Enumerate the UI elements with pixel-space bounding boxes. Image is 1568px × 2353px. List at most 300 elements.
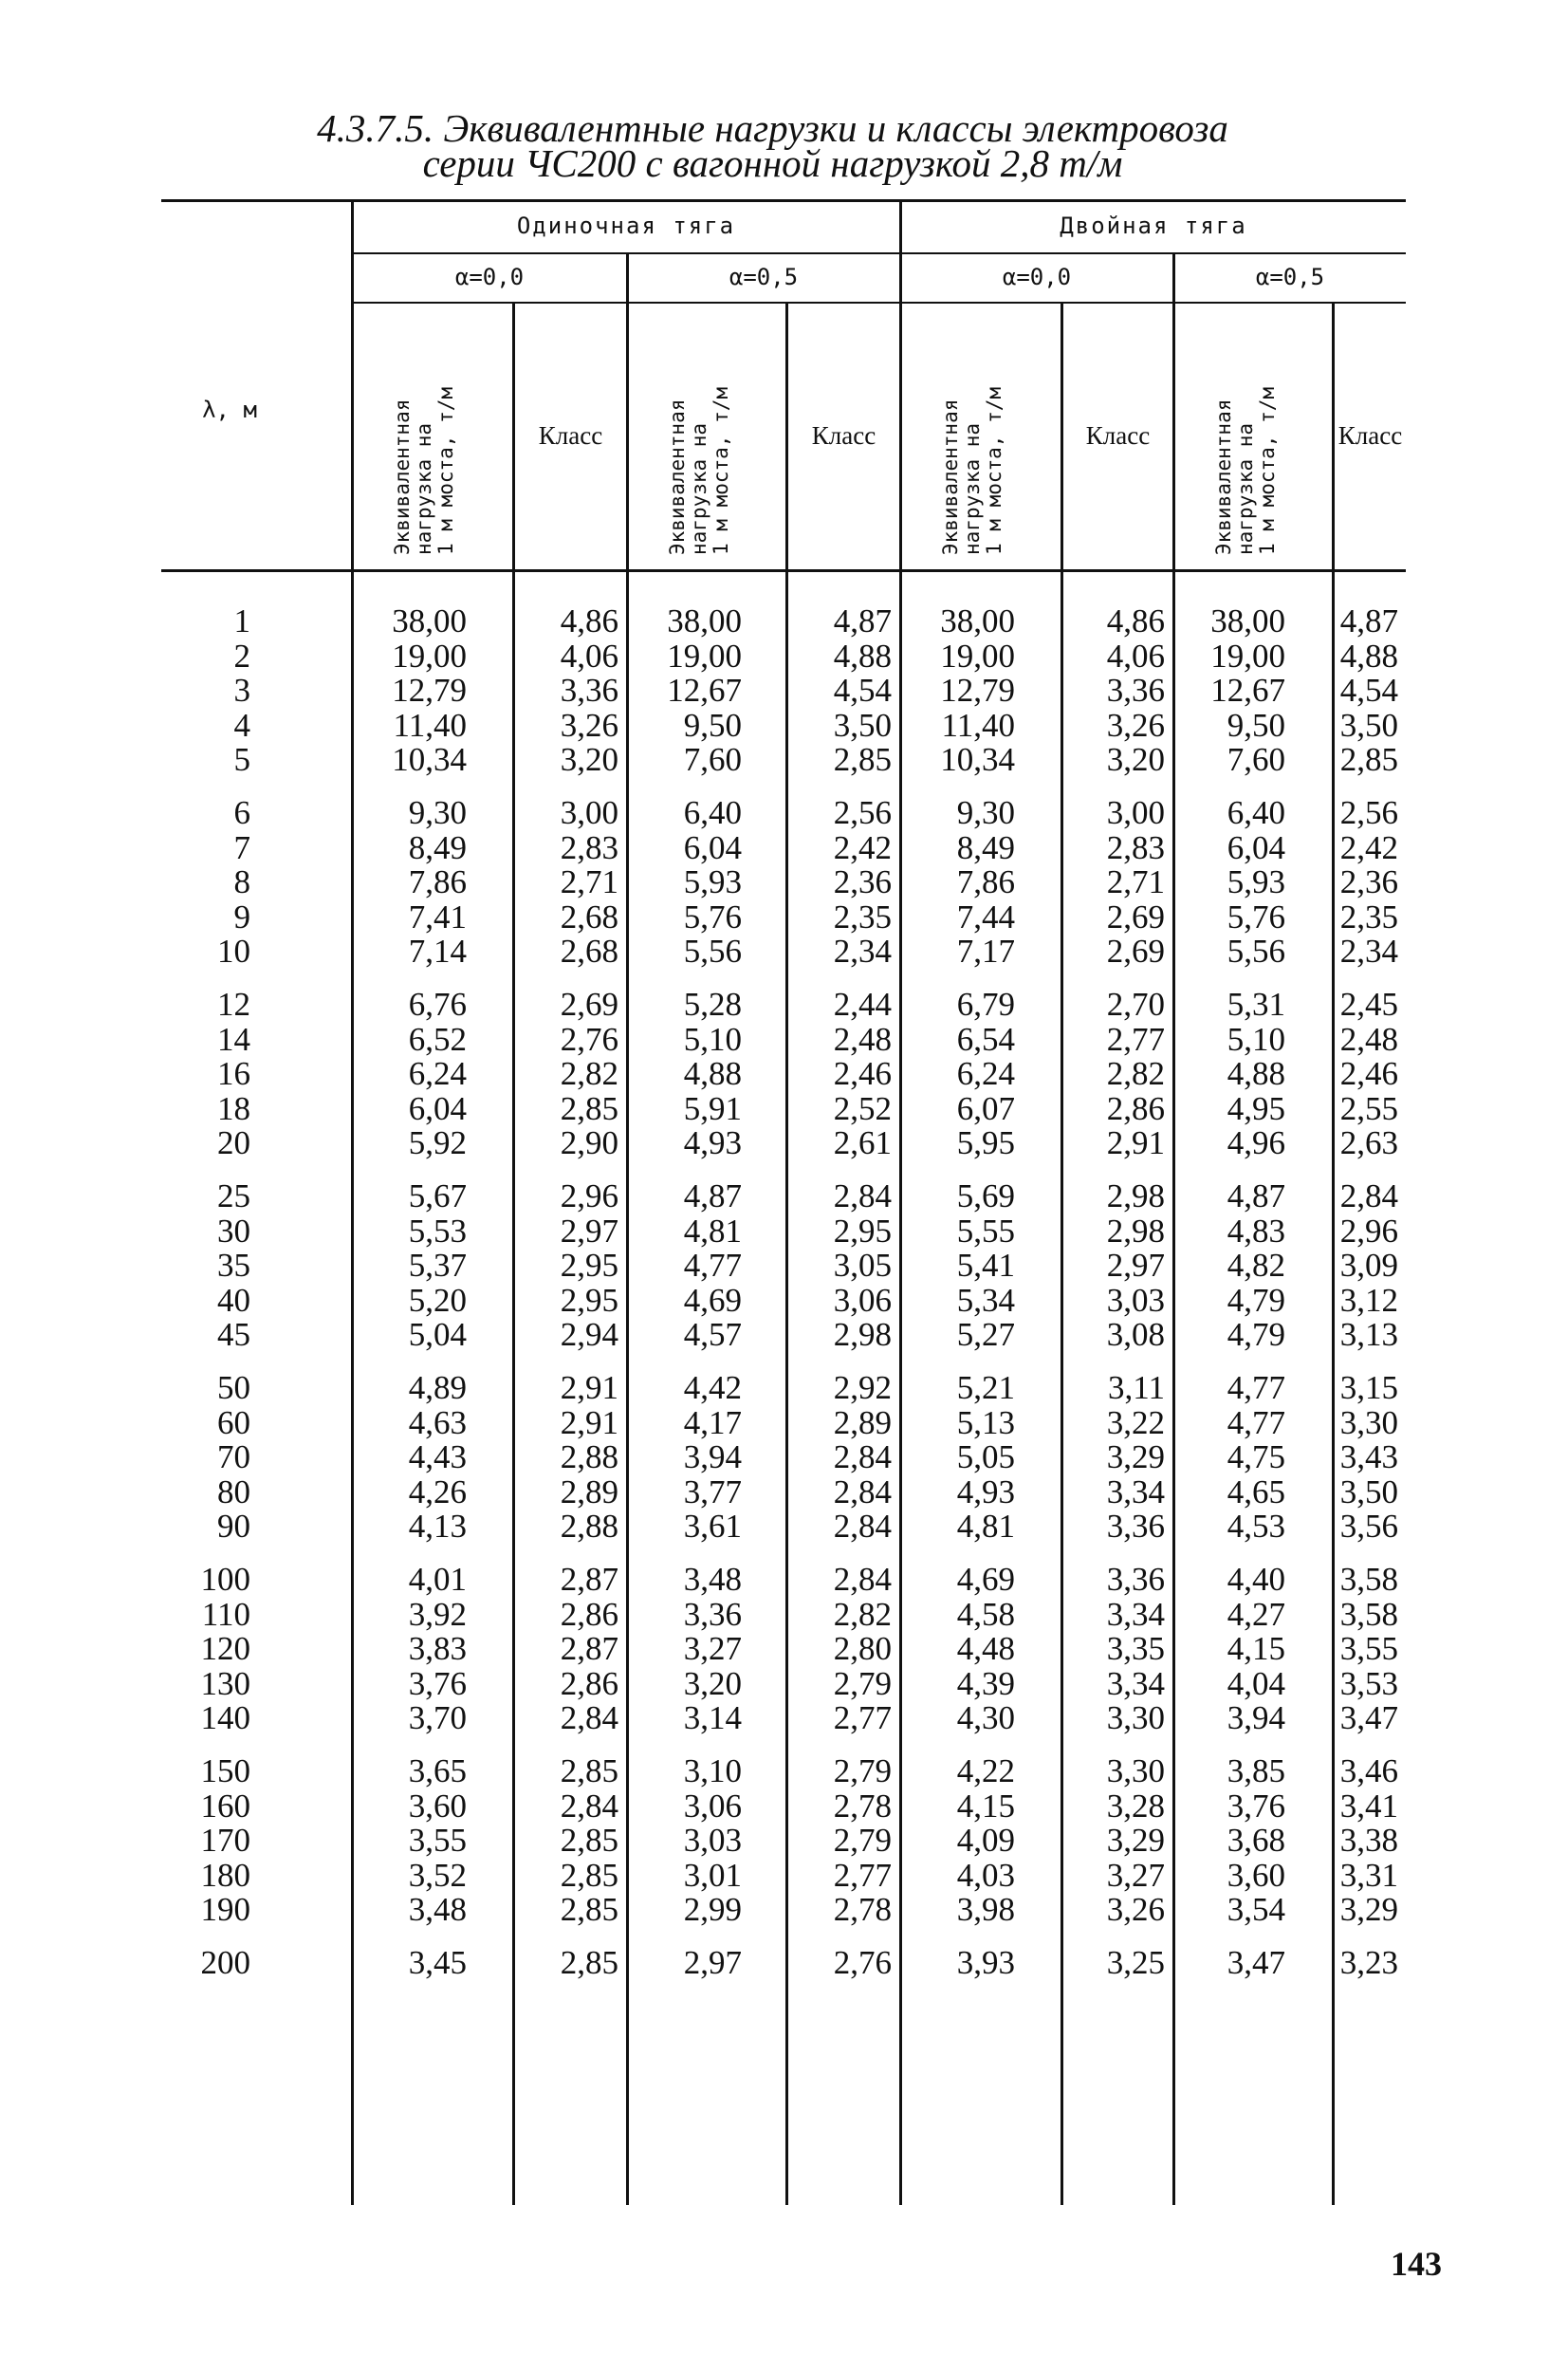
class-cell: 3,20	[560, 741, 618, 779]
class-cell: 2,77	[833, 1699, 892, 1737]
class-cell: 3,25	[1106, 1944, 1165, 1981]
equiv-load-cell: 3,10	[683, 1752, 742, 1789]
equiv-load-cell: 12,67	[1210, 672, 1285, 710]
class-cell: 4,87	[833, 602, 892, 639]
equiv-load-cell: 5,28	[683, 986, 742, 1023]
equiv-load-cell: 5,31	[1227, 986, 1285, 1023]
lambda-cell: 50	[217, 1369, 250, 1406]
class-cell: 2,69	[560, 986, 618, 1023]
class-cell: 2,90	[560, 1124, 618, 1162]
class-cell: 2,95	[560, 1247, 618, 1285]
equiv-load-cell: 4,15	[1227, 1630, 1285, 1668]
lambda-cell: 130	[200, 1664, 250, 1702]
class-cell: 3,26	[1106, 1891, 1165, 1929]
equiv-load-cell: 19,00	[940, 637, 1015, 675]
class-cell: 2,55	[1339, 1089, 1398, 1127]
class-cell: 2,84	[560, 1699, 618, 1737]
equiv-load-cell: 3,76	[1227, 1787, 1285, 1825]
class-cell: 2,85	[560, 1752, 618, 1789]
class-cell: 3,29	[1106, 1822, 1165, 1860]
equiv-load-cell: 7,60	[683, 741, 742, 779]
equiv-load-cell: 4,65	[1227, 1473, 1285, 1510]
lambda-cell: 10	[217, 933, 250, 971]
lambda-cell: 8	[233, 863, 250, 901]
class-cell: 3,34	[1106, 1595, 1165, 1633]
class-cell: 2,52	[833, 1089, 892, 1127]
class-cell: 3,36	[1106, 672, 1165, 710]
class-cell: 3,31	[1339, 1856, 1398, 1894]
lambda-header: λ, м	[202, 397, 257, 423]
class-cell: 3,08	[1106, 1316, 1165, 1354]
class-cell: 3,36	[560, 672, 618, 710]
equiv-load-cell: 12,79	[940, 672, 1015, 710]
equiv-load-cell: 4,13	[408, 1508, 467, 1546]
equiv-load-cell: 3,70	[408, 1699, 467, 1737]
class-cell: 3,50	[1339, 706, 1398, 744]
class-cell: 2,44	[833, 986, 892, 1023]
equiv-load-cell: 4,77	[683, 1247, 742, 1285]
equiv-load-cell: 3,77	[683, 1473, 742, 1510]
equiv-load-cell: 9,30	[408, 794, 467, 831]
equiv-load-cell: 4,77	[1227, 1369, 1285, 1406]
equiv-load-cell: 3,61	[683, 1508, 742, 1546]
equiv-load-cell: 6,76	[408, 986, 467, 1023]
class-cell: 3,46	[1339, 1752, 1398, 1789]
class-cell: 3,03	[1106, 1281, 1165, 1319]
equiv-load-cell: 4,79	[1227, 1281, 1285, 1319]
equiv-load-cell: 3,36	[683, 1595, 742, 1633]
class-cell: 3,27	[1106, 1856, 1165, 1894]
class-cell: 3,20	[1106, 741, 1165, 779]
equiv-load-cell: 3,94	[1227, 1699, 1285, 1737]
equiv-load-cell: 5,91	[683, 1089, 742, 1127]
class-cell: 2,71	[560, 863, 618, 901]
lambda-cell: 110	[201, 1595, 250, 1633]
lambda-cell: 18	[217, 1089, 250, 1127]
class-header-1: Класс	[538, 421, 603, 450]
equiv-load-cell: 6,52	[408, 1020, 467, 1058]
class-cell: 2,35	[1339, 898, 1398, 936]
class-cell: 4,06	[1106, 637, 1165, 675]
equiv-load-cell: 4,17	[683, 1403, 742, 1441]
class-cell: 2,83	[1106, 828, 1165, 866]
table-title-line1: 4.3.7.5. Эквивалентные нагрузки и классы электровоза	[317, 106, 1228, 150]
alpha-header-rule	[353, 302, 1406, 304]
class-cell: 2,42	[833, 828, 892, 866]
equiv-load-cell: 5,04	[408, 1316, 467, 1354]
lambda-cell: 140	[200, 1699, 250, 1737]
equiv-load-cell: 38,00	[667, 602, 742, 639]
equiv-load-cell: 6,79	[956, 986, 1015, 1023]
class-cell: 2,92	[833, 1369, 892, 1406]
equiv-load-cell: 6,24	[408, 1055, 467, 1093]
equiv-load-header-2: Эквивалентная нагрузка на 1 м моста, т/м	[666, 386, 732, 555]
equiv-load-cell: 4,93	[956, 1473, 1015, 1510]
equiv-load-cell: 4,77	[1227, 1403, 1285, 1441]
class-cell: 2,96	[1339, 1212, 1398, 1250]
class-cell: 3,43	[1339, 1438, 1398, 1476]
class-cell: 2,78	[833, 1787, 892, 1825]
equiv-load-cell: 5,20	[408, 1281, 467, 1319]
lambda-cell: 30	[217, 1212, 250, 1250]
equiv-load-cell: 4,93	[683, 1124, 742, 1162]
equiv-load-cell: 10,34	[940, 741, 1015, 779]
class-cell: 3,30	[1106, 1699, 1165, 1737]
class-cell: 2,86	[1106, 1089, 1165, 1127]
class-cell: 2,68	[560, 898, 618, 936]
group-header-rule	[353, 252, 1406, 254]
class-cell: 4,86	[1106, 602, 1165, 639]
equiv-load-cell: 5,27	[956, 1316, 1015, 1354]
class-cell: 4,87	[1339, 602, 1398, 639]
class-cell: 3,11	[1108, 1369, 1165, 1406]
equiv-load-cell: 4,42	[683, 1369, 742, 1406]
equiv-load-cell: 4,22	[956, 1752, 1015, 1789]
class-cell: 2,56	[833, 794, 892, 831]
class-cell: 3,30	[1106, 1752, 1165, 1789]
class-cell: 3,05	[833, 1247, 892, 1285]
equiv-load-cell: 7,86	[956, 863, 1015, 901]
class-cell: 3,28	[1106, 1787, 1165, 1825]
equiv-load-cell: 3,60	[1227, 1856, 1285, 1894]
equiv-load-cell: 4,83	[1227, 1212, 1285, 1250]
class-cell: 3,36	[1106, 1561, 1165, 1598]
equiv-load-cell: 3,76	[408, 1664, 467, 1702]
equiv-load-cell: 4,63	[408, 1403, 467, 1441]
class-cell: 2,71	[1106, 863, 1165, 901]
class-cell: 2,85	[560, 1891, 618, 1929]
equiv-load-cell: 6,54	[956, 1020, 1015, 1058]
equiv-load-cell: 4,81	[683, 1212, 742, 1250]
equiv-load-cell: 5,93	[1227, 863, 1285, 901]
equiv-load-cell: 7,60	[1227, 741, 1285, 779]
equiv-load-cell: 2,99	[683, 1891, 742, 1929]
equiv-load-cell: 4,87	[683, 1177, 742, 1214]
equiv-load-cell: 8,49	[408, 828, 467, 866]
equiv-load-cell: 6,07	[956, 1089, 1015, 1127]
class-cell: 2,42	[1339, 828, 1398, 866]
equiv-load-cell: 3,68	[1227, 1822, 1285, 1860]
lambda-cell: 90	[217, 1508, 250, 1546]
class-cell: 2,70	[1106, 986, 1165, 1023]
equiv-load-cell: 4,96	[1227, 1124, 1285, 1162]
lambda-cell: 5	[233, 741, 250, 779]
class-cell: 4,54	[833, 672, 892, 710]
alpha-header-4: α=0,5	[1255, 264, 1325, 290]
class-cell: 2,95	[833, 1212, 892, 1250]
lambda-cell: 4	[233, 706, 250, 744]
class-header-2: Класс	[811, 421, 876, 450]
class-cell: 2,83	[560, 828, 618, 866]
class-cell: 2,91	[560, 1369, 618, 1406]
equiv-load-cell: 38,00	[392, 602, 467, 639]
equiv-load-cell: 38,00	[940, 602, 1015, 639]
class-cell: 2,63	[1339, 1124, 1398, 1162]
lambda-cell: 60	[217, 1403, 250, 1441]
lambda-cell: 3	[233, 672, 250, 710]
equiv-load-cell: 3,45	[408, 1944, 467, 1981]
class-cell: 2,46	[833, 1055, 892, 1093]
class-cell: 2,84	[833, 1438, 892, 1476]
equiv-load-cell: 6,24	[956, 1055, 1015, 1093]
class-cell: 2,98	[1106, 1212, 1165, 1250]
class-cell: 2,85	[560, 1856, 618, 1894]
equiv-load-cell: 7,14	[408, 933, 467, 971]
table-title-line2: серии ЧС200 с вагонной нагрузкой 2,8 т/м	[422, 141, 1123, 185]
lambda-cell: 2	[233, 637, 250, 675]
class-cell: 3,34	[1106, 1473, 1165, 1510]
class-cell: 3,50	[1339, 1473, 1398, 1510]
class-cell: 3,58	[1339, 1595, 1398, 1633]
class-cell: 3,53	[1339, 1664, 1398, 1702]
lambda-cell: 1	[233, 602, 250, 639]
class-cell: 3,38	[1339, 1822, 1398, 1860]
equiv-load-cell: 3,48	[683, 1561, 742, 1598]
class-cell: 2,89	[833, 1403, 892, 1441]
equiv-load-cell: 2,97	[683, 1944, 742, 1981]
equiv-load-cell: 3,52	[408, 1856, 467, 1894]
class-cell: 3,29	[1339, 1891, 1398, 1929]
class-cell: 2,82	[833, 1595, 892, 1633]
equiv-load-cell: 12,67	[667, 672, 742, 710]
equiv-load-cell: 4,04	[1227, 1664, 1285, 1702]
equiv-load-cell: 19,00	[1210, 637, 1285, 675]
equiv-load-cell: 5,69	[956, 1177, 1015, 1214]
class-cell: 2,79	[833, 1664, 892, 1702]
class-cell: 2,82	[560, 1055, 618, 1093]
equiv-load-cell: 4,79	[1227, 1316, 1285, 1354]
class-cell: 3,58	[1339, 1561, 1398, 1598]
class-cell: 2,95	[560, 1281, 618, 1319]
equiv-load-cell: 6,04	[1227, 828, 1285, 866]
lambda-cell: 200	[200, 1944, 250, 1981]
lambda-cell: 20	[217, 1124, 250, 1162]
equiv-load-cell: 4,15	[956, 1787, 1015, 1825]
equiv-load-cell: 5,76	[683, 898, 742, 936]
class-cell: 2,87	[560, 1561, 618, 1598]
lambda-cell: 190	[200, 1891, 250, 1929]
equiv-load-cell: 3,60	[408, 1787, 467, 1825]
class-cell: 2,85	[560, 1944, 618, 1981]
class-cell: 2,87	[560, 1630, 618, 1668]
equiv-load-cell: 5,56	[683, 933, 742, 971]
class-cell: 2,69	[1106, 898, 1165, 936]
equiv-load-cell: 4,40	[1227, 1561, 1285, 1598]
lambda-cell: 80	[217, 1473, 250, 1510]
equiv-load-cell: 4,09	[956, 1822, 1015, 1860]
class-cell: 2,34	[833, 933, 892, 971]
equiv-load-cell: 3,14	[683, 1699, 742, 1737]
lambda-cell: 180	[200, 1856, 250, 1894]
page-number: 143	[1391, 2245, 1442, 2283]
alpha-header-2: α=0,5	[729, 264, 799, 290]
alpha-header-1: α=0,0	[454, 264, 525, 290]
equiv-load-cell: 5,34	[956, 1281, 1015, 1319]
class-cell: 2,76	[833, 1944, 892, 1981]
equiv-load-cell: 3,48	[408, 1891, 467, 1929]
class-cell: 2,36	[833, 863, 892, 901]
class-cell: 2,86	[560, 1664, 618, 1702]
equiv-load-cell: 4,88	[683, 1055, 742, 1093]
equiv-load-cell: 5,92	[408, 1124, 467, 1162]
class-cell: 2,77	[833, 1856, 892, 1894]
class-cell: 3,09	[1339, 1247, 1398, 1285]
lambda-cell: 25	[217, 1177, 250, 1214]
alpha-header-3: α=0,0	[1002, 264, 1072, 290]
equiv-load-cell: 4,43	[408, 1438, 467, 1476]
equiv-load-cell: 9,30	[956, 794, 1015, 831]
equiv-load-cell: 3,98	[956, 1891, 1015, 1929]
equiv-load-cell: 4,87	[1227, 1177, 1285, 1214]
class-cell: 2,85	[833, 741, 892, 779]
equiv-load-cell: 4,81	[956, 1508, 1015, 1546]
class-cell: 2,84	[1339, 1177, 1398, 1214]
class-cell: 3,29	[1106, 1438, 1165, 1476]
class-cell: 2,79	[833, 1822, 892, 1860]
class-cell: 3,34	[1106, 1664, 1165, 1702]
equiv-load-cell: 7,86	[408, 863, 467, 901]
equiv-load-cell: 6,40	[683, 794, 742, 831]
class-cell: 3,15	[1339, 1369, 1398, 1406]
lambda-cell: 7	[233, 828, 250, 866]
class-cell: 2,35	[833, 898, 892, 936]
equiv-load-cell: 4,75	[1227, 1438, 1285, 1476]
class-cell: 2,69	[1106, 933, 1165, 971]
equiv-load-cell: 3,06	[683, 1787, 742, 1825]
lambda-cell: 70	[217, 1438, 250, 1476]
class-cell: 3,30	[1339, 1403, 1398, 1441]
single-traction-header: Одиночная тяга	[516, 213, 736, 239]
class-cell: 2,85	[560, 1822, 618, 1860]
class-cell: 2,46	[1339, 1055, 1398, 1093]
class-cell: 3,23	[1339, 1944, 1398, 1981]
equiv-load-cell: 4,58	[956, 1595, 1015, 1633]
class-cell: 2,78	[833, 1891, 892, 1929]
equiv-load-cell: 5,10	[1227, 1020, 1285, 1058]
class-cell: 2,84	[833, 1473, 892, 1510]
class-header-3: Класс	[1085, 421, 1151, 450]
equiv-load-cell: 38,00	[1210, 602, 1285, 639]
equiv-load-cell: 3,20	[683, 1664, 742, 1702]
equiv-load-cell: 4,01	[408, 1561, 467, 1598]
equiv-load-cell: 3,85	[1227, 1752, 1285, 1789]
class-cell: 2,84	[833, 1561, 892, 1598]
top-rule	[161, 199, 1406, 202]
lambda-cell: 12	[217, 986, 250, 1023]
equiv-load-cell: 3,65	[408, 1752, 467, 1789]
class-cell: 2,85	[560, 1089, 618, 1127]
equiv-load-cell: 4,48	[956, 1630, 1015, 1668]
equiv-load-cell: 3,83	[408, 1630, 467, 1668]
lambda-cell: 160	[200, 1787, 250, 1825]
class-cell: 2,89	[560, 1473, 618, 1510]
equiv-load-cell: 4,95	[1227, 1089, 1285, 1127]
lambda-cell: 170	[200, 1822, 250, 1860]
class-cell: 2,56	[1339, 794, 1398, 831]
class-cell: 2,91	[560, 1403, 618, 1441]
class-cell: 4,06	[560, 637, 618, 675]
equiv-load-cell: 5,56	[1227, 933, 1285, 971]
equiv-load-cell: 5,67	[408, 1177, 467, 1214]
equiv-load-cell: 4,30	[956, 1699, 1015, 1737]
equiv-load-cell: 11,40	[941, 706, 1015, 744]
equiv-load-cell: 4,69	[956, 1561, 1015, 1598]
class-cell: 3,06	[833, 1281, 892, 1319]
equiv-load-cell: 7,44	[956, 898, 1015, 936]
class-cell: 3,26	[560, 706, 618, 744]
equiv-load-cell: 5,76	[1227, 898, 1285, 936]
class-cell: 2,97	[1106, 1247, 1165, 1285]
double-traction-header: Двойная тяга	[1060, 213, 1247, 239]
lambda-cell: 14	[217, 1020, 250, 1058]
class-cell: 2,48	[1339, 1020, 1398, 1058]
equiv-load-cell: 3,27	[683, 1630, 742, 1668]
class-cell: 3,12	[1339, 1281, 1398, 1319]
class-cell: 3,47	[1339, 1699, 1398, 1737]
class-cell: 3,00	[560, 794, 618, 831]
equiv-load-cell: 10,34	[392, 741, 467, 779]
equiv-load-cell: 9,50	[683, 706, 742, 744]
class-cell: 2,98	[1106, 1177, 1165, 1214]
equiv-load-cell: 4,26	[408, 1473, 467, 1510]
equiv-load-cell: 4,39	[956, 1664, 1015, 1702]
equiv-load-cell: 9,50	[1227, 706, 1285, 744]
equiv-load-cell: 5,55	[956, 1212, 1015, 1250]
equiv-load-cell: 19,00	[392, 637, 467, 675]
class-cell: 2,45	[1339, 986, 1398, 1023]
class-cell: 2,88	[560, 1438, 618, 1476]
class-cell: 3,56	[1339, 1508, 1398, 1546]
class-cell: 2,77	[1106, 1020, 1165, 1058]
equiv-load-cell: 6,04	[683, 828, 742, 866]
equiv-load-cell: 5,13	[956, 1403, 1015, 1441]
equiv-load-cell: 4,88	[1227, 1055, 1285, 1093]
equiv-load-cell: 3,47	[1227, 1944, 1285, 1981]
equiv-load-cell: 5,37	[408, 1247, 467, 1285]
equiv-load-cell: 3,93	[956, 1944, 1015, 1981]
equiv-load-cell: 3,94	[683, 1438, 742, 1476]
class-cell: 2,85	[1339, 741, 1398, 779]
equiv-load-header-1: Эквивалентная нагрузка на 1 м моста, т/м	[391, 386, 457, 555]
equiv-load-cell: 7,41	[408, 898, 467, 936]
class-cell: 2,98	[833, 1316, 892, 1354]
equiv-load-cell: 19,00	[667, 637, 742, 675]
class-cell: 2,61	[833, 1124, 892, 1162]
equiv-load-cell: 6,04	[408, 1089, 467, 1127]
lambda-cell: 150	[200, 1752, 250, 1789]
class-cell: 2,84	[560, 1787, 618, 1825]
class-cell: 2,79	[833, 1752, 892, 1789]
class-cell: 3,00	[1106, 794, 1165, 831]
equiv-load-cell: 5,95	[956, 1124, 1015, 1162]
class-cell: 4,86	[560, 602, 618, 639]
lambda-cell: 16	[217, 1055, 250, 1093]
class-cell: 3,50	[833, 706, 892, 744]
class-cell: 3,35	[1106, 1630, 1165, 1668]
class-header-4: Класс	[1337, 421, 1403, 450]
class-cell: 2,84	[833, 1177, 892, 1214]
header-bottom-rule	[161, 569, 1406, 572]
equiv-load-cell: 3,01	[683, 1856, 742, 1894]
equiv-load-cell: 4,27	[1227, 1595, 1285, 1633]
equiv-load-cell: 4,89	[408, 1369, 467, 1406]
equiv-load-cell: 3,55	[408, 1822, 467, 1860]
class-cell: 3,26	[1106, 706, 1165, 744]
class-cell: 3,41	[1339, 1787, 1398, 1825]
class-cell: 2,82	[1106, 1055, 1165, 1093]
equiv-load-cell: 4,82	[1227, 1247, 1285, 1285]
class-cell: 2,76	[560, 1020, 618, 1058]
